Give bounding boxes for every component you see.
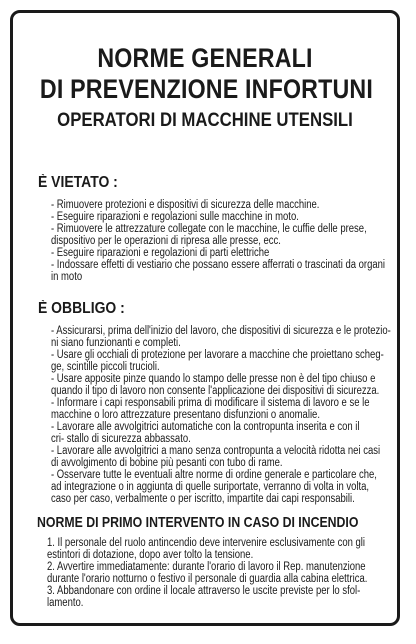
- obbligo-line: - Informare i capi responsabili prima di modificare il sistema di lavoro e se le: [51, 397, 370, 409]
- vietato-line: - Eseguire riparazioni e regolazioni di parti elettriche: [51, 247, 270, 259]
- obbligo-line: - Usare gli occhiali di protezione per lavorare a macchine che proiettano scheg-: [51, 349, 384, 361]
- obbligo-line: quando il tipo di lavoro non consente l'applicazione dei dispositivi di sicurezza.: [51, 385, 380, 397]
- incendio-line: durante l'orario notturno o festivo il personale di guardia alla cabina elettrica.: [47, 573, 368, 585]
- safety-sign: [10, 10, 400, 626]
- obbligo-line: ad integrazione o in aggiunta di quelle suriportate, verranno di volta in volta,: [51, 481, 370, 493]
- incendio-line: lamento.: [47, 597, 84, 609]
- obbligo-line: - Assicurarsi, prima dell'inizio del lavoro, che dispositivi di sicurezza e le protezio-: [51, 325, 391, 337]
- vietato-line: dispositivo per le operazioni di ripresa alle presse, ecc.: [51, 235, 281, 247]
- sign-title-line-2: DI PREVENZIONE INFORTUNI: [39, 74, 373, 104]
- section-incendio: [13, 514, 397, 609]
- obbligo-line: cri- stallo di sicurezza abbassato.: [51, 433, 191, 445]
- section-obbligo: [13, 300, 397, 505]
- sign-title-line-1: NORME GENERALI: [97, 43, 313, 73]
- vietato-line: - Rimuovere le attrezzature collegate con le macchine, le cuffie delle prese,: [51, 223, 367, 235]
- vietato-list: [51, 199, 386, 283]
- section-heading-obbligo: È OBBLIGO :: [38, 300, 125, 317]
- obbligo-list: [51, 325, 391, 505]
- section-heading-vietato: È VIETATO :: [38, 174, 118, 191]
- incendio-line: 2. Avvertire immediatamente: durante l'orario di lavoro il Rep. manutenzione: [47, 561, 366, 573]
- incendio-line: 3. Abbandonare con ordine il locale attraverso le uscite previste per lo sfol-: [47, 585, 361, 597]
- obbligo-line: - Usare apposite pinze quando lo stampo delle presse non è del tipo chiuso e: [51, 373, 376, 385]
- obbligo-line: - Lavorare alle avvolgitrici automatiche con la contropunta inserita e con il: [51, 421, 360, 433]
- incendio-line: estintori di dotazione, dopo aver tolto la tensione.: [47, 549, 254, 561]
- incendio-line: 1. Il personale del ruolo antincendio deve intervenire esclusivamente con gli: [47, 537, 366, 549]
- incendio-list: [47, 537, 377, 609]
- obbligo-line: macchine o loro attrezzature presentano disfunzioni o anomalie.: [51, 409, 320, 421]
- obbligo-line: - Osservare tutte le eventuali altre norme di ordine generale e particolare che,: [51, 469, 377, 481]
- obbligo-line: - Lavorare alle avvolgitrici a mano senza contropunta a velocità ridotta nei casi: [51, 445, 381, 457]
- vietato-line: in moto: [51, 271, 83, 283]
- section-vietato: [13, 174, 397, 283]
- sign-subtitle: OPERATORI DI MACCHINE UTENSILI: [57, 109, 353, 131]
- section-heading-incendio: NORME DI PRIMO INTERVENTO IN CASO DI INCENDIO: [37, 514, 359, 531]
- vietato-line: - Indossare effetti di vestiario che possano essere afferrati o trascinati da organi: [51, 259, 386, 271]
- obbligo-line: di avvolgimento di bobine più pesanti con tubo di rame.: [51, 457, 283, 469]
- obbligo-line: ni siano funzionanti e completi.: [51, 337, 181, 349]
- obbligo-line: ge, scintille piccoli trucioli.: [51, 361, 160, 373]
- obbligo-line: caso per caso, verbalmente o per iscritto, impartite dai capi responsabili.: [51, 493, 355, 505]
- vietato-line: - Rimuovere protezioni e dispositivi di sicurezza delle macchine.: [51, 199, 320, 211]
- vietato-line: - Eseguire riparazioni e regolazioni sulle macchine in moto.: [51, 211, 299, 223]
